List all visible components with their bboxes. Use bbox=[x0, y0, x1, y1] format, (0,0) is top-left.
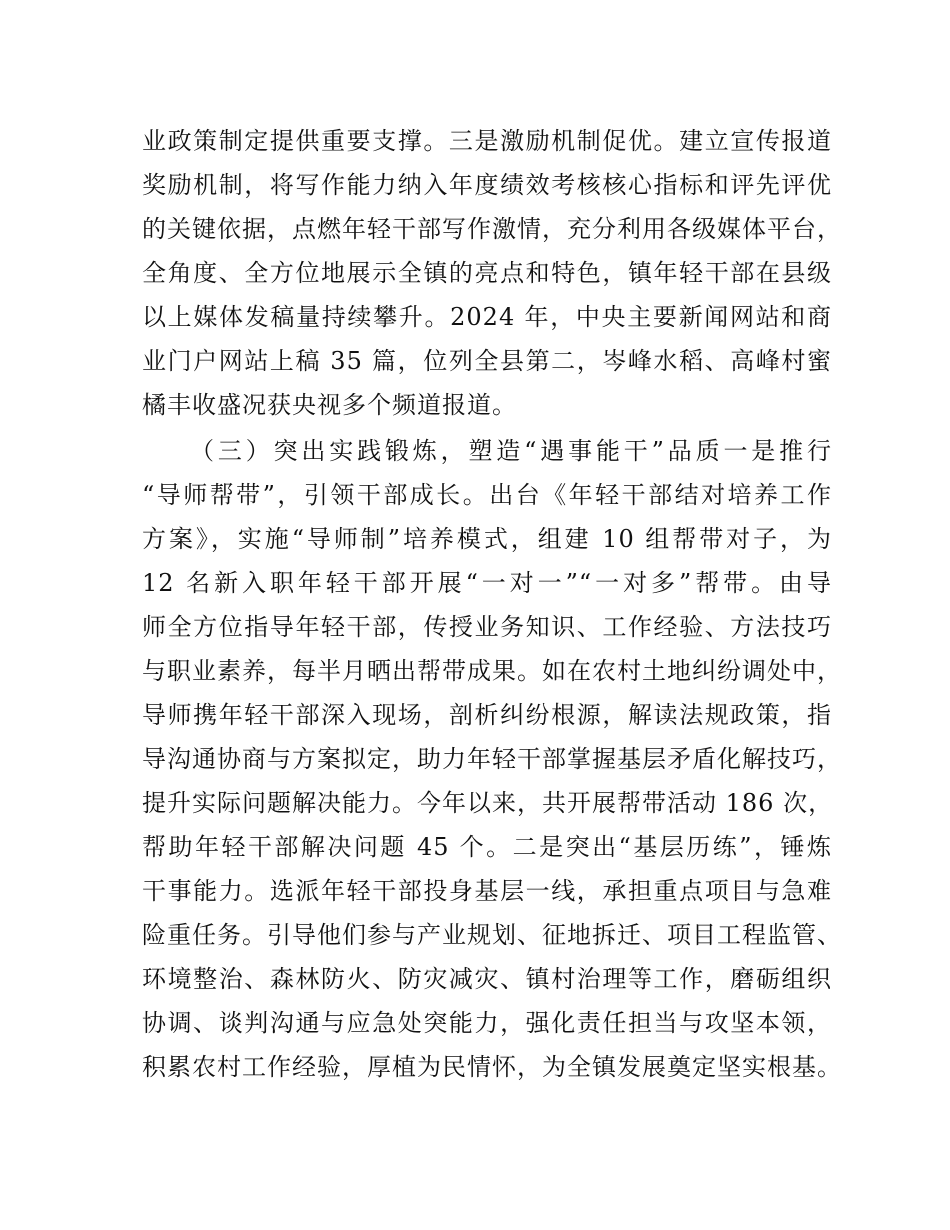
text-line-19: 险重任务。引导他们参与产业规划、征地拆迁、项目工程监管、 bbox=[142, 921, 842, 949]
text-line-3: 的关键依据，点燃年轻干部写作激情，充分利用各级媒体平台， bbox=[142, 215, 842, 243]
text-line-14: 导师携年轻干部深入现场，剖析纠纷根源，解读法规政策，指 bbox=[142, 701, 832, 729]
text-line-15: 导沟通协商与方案拟定，助力年轻干部掌握基层矛盾化解技巧， bbox=[142, 745, 842, 773]
text-line-9: “导师帮带”，引领干部成长。出台《年轻干部结对培养工作 bbox=[142, 481, 832, 509]
text-line-18: 干事能力。选派年轻干部投身基层一线，承担重点项目与急难 bbox=[142, 877, 832, 905]
text-line-2: 奖励机制，将写作能力纳入年度绩效考核核心指标和评先评优 bbox=[142, 171, 832, 199]
text-line-12: 师全方位指导年轻干部，传授业务知识、工作经验、方法技巧 bbox=[142, 613, 832, 641]
text-line-21: 协调、谈判沟通与应急处突能力，强化责任担当与攻坚本领， bbox=[142, 1009, 832, 1037]
text-line-4: 全角度、全方位地展示全镇的亮点和特色，镇年轻干部在县级 bbox=[142, 259, 832, 287]
text-line-22: 积累农村工作经验，厚植为民情怀，为全镇发展奠定坚实根基。 bbox=[142, 1053, 842, 1081]
section-heading-line: （三）突出实践锻炼，塑造“遇事能干”品质一是推行 bbox=[190, 437, 832, 465]
text-line-1: 业政策制定提供重要支撑。三是激励机制促优。建立宣传报道 bbox=[142, 127, 832, 155]
text-line-10: 方案》，实施“导师制”培养模式，组建 10 组帮带对子，为 bbox=[142, 525, 832, 553]
text-line-13: 与职业素养，每半月晒出帮带成果。如在农村土地纠纷调处中， bbox=[142, 657, 842, 685]
text-line-7: 橘丰收盛况获央视多个频道报道。 bbox=[142, 391, 517, 419]
text-line-5: 以上媒体发稿量持续攀升。2024 年，中央主要新闻网站和商 bbox=[142, 303, 832, 331]
text-line-6: 业门户网站上稿 35 篇，位列全县第二，岑峰水稻、高峰村蜜 bbox=[142, 347, 832, 375]
text-line-20: 环境整治、森林防火、防灾减灾、镇村治理等工作，磨砺组织 bbox=[142, 965, 832, 993]
text-line-16: 提升实际问题解决能力。今年以来，共开展帮带活动 186 次， bbox=[142, 789, 834, 817]
text-line-17: 帮助年轻干部解决问题 45 个。二是突出“基层历练”，锤炼 bbox=[142, 833, 832, 861]
text-line-11: 12 名新入职年轻干部开展“一对一”“一对多”帮带。由导 bbox=[142, 569, 832, 597]
